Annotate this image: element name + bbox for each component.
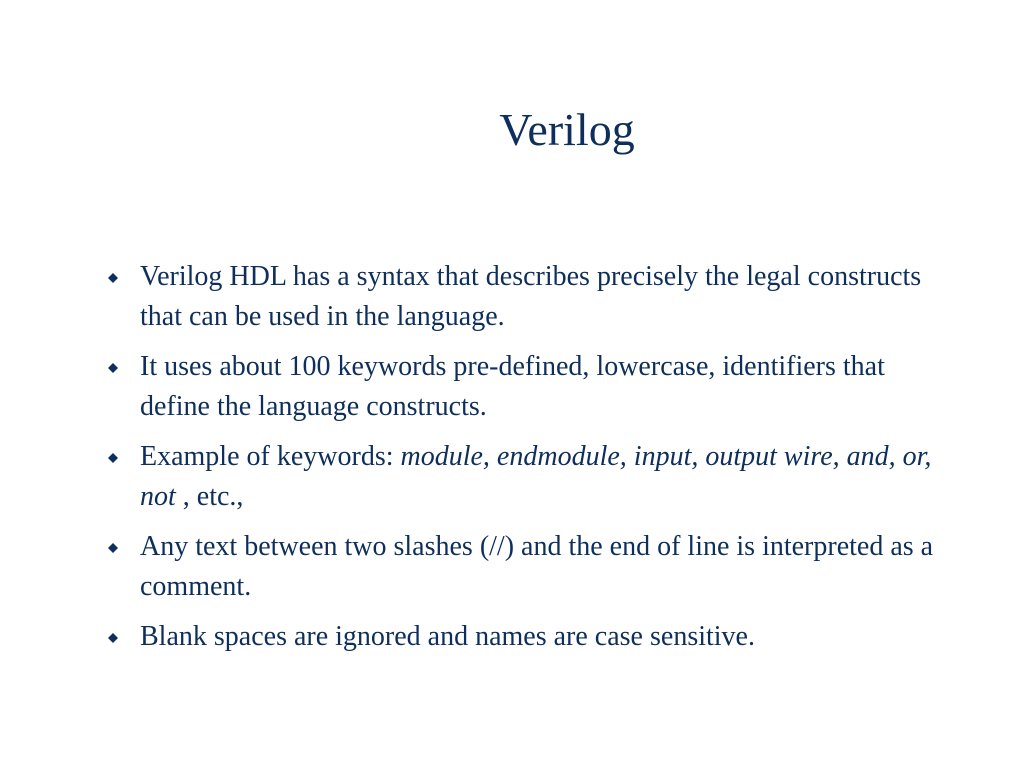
bullet-text: Blank spaces are ignored and names are case sensitive. [140,621,755,652]
slide-title: Verilog [499,104,635,155]
bullet-item [104,617,954,657]
diamond-bullet-icon [108,543,118,553]
bullet-item [104,257,954,337]
bullet-item [104,527,954,607]
diamond-bullet-icon [108,633,118,643]
bullet-item [104,347,954,427]
diamond-bullet-icon [108,363,118,373]
bullet-text-suffix: , etc., [175,481,244,512]
bullet-item [104,437,954,517]
diamond-bullet-icon [108,273,118,283]
bullet-text: Verilog HDL has a syntax that describes precisely the legal constructs that can be used in the language. [140,261,922,332]
bullet-text: Any text between two slashes (//) and the end of line is interpreted as a comment. [140,531,934,602]
bullet-list [104,257,954,667]
diamond-bullet-icon [108,453,118,463]
bullet-text: It uses about 100 keywords pre-defined, lowercase, identifiers that define the language constructs. [140,351,885,422]
bullet-keywords-italic: module, endmodule, input, output wire, and, or, not [140,441,932,512]
bullet-text-prefix: Example of keywords: [140,441,401,472]
